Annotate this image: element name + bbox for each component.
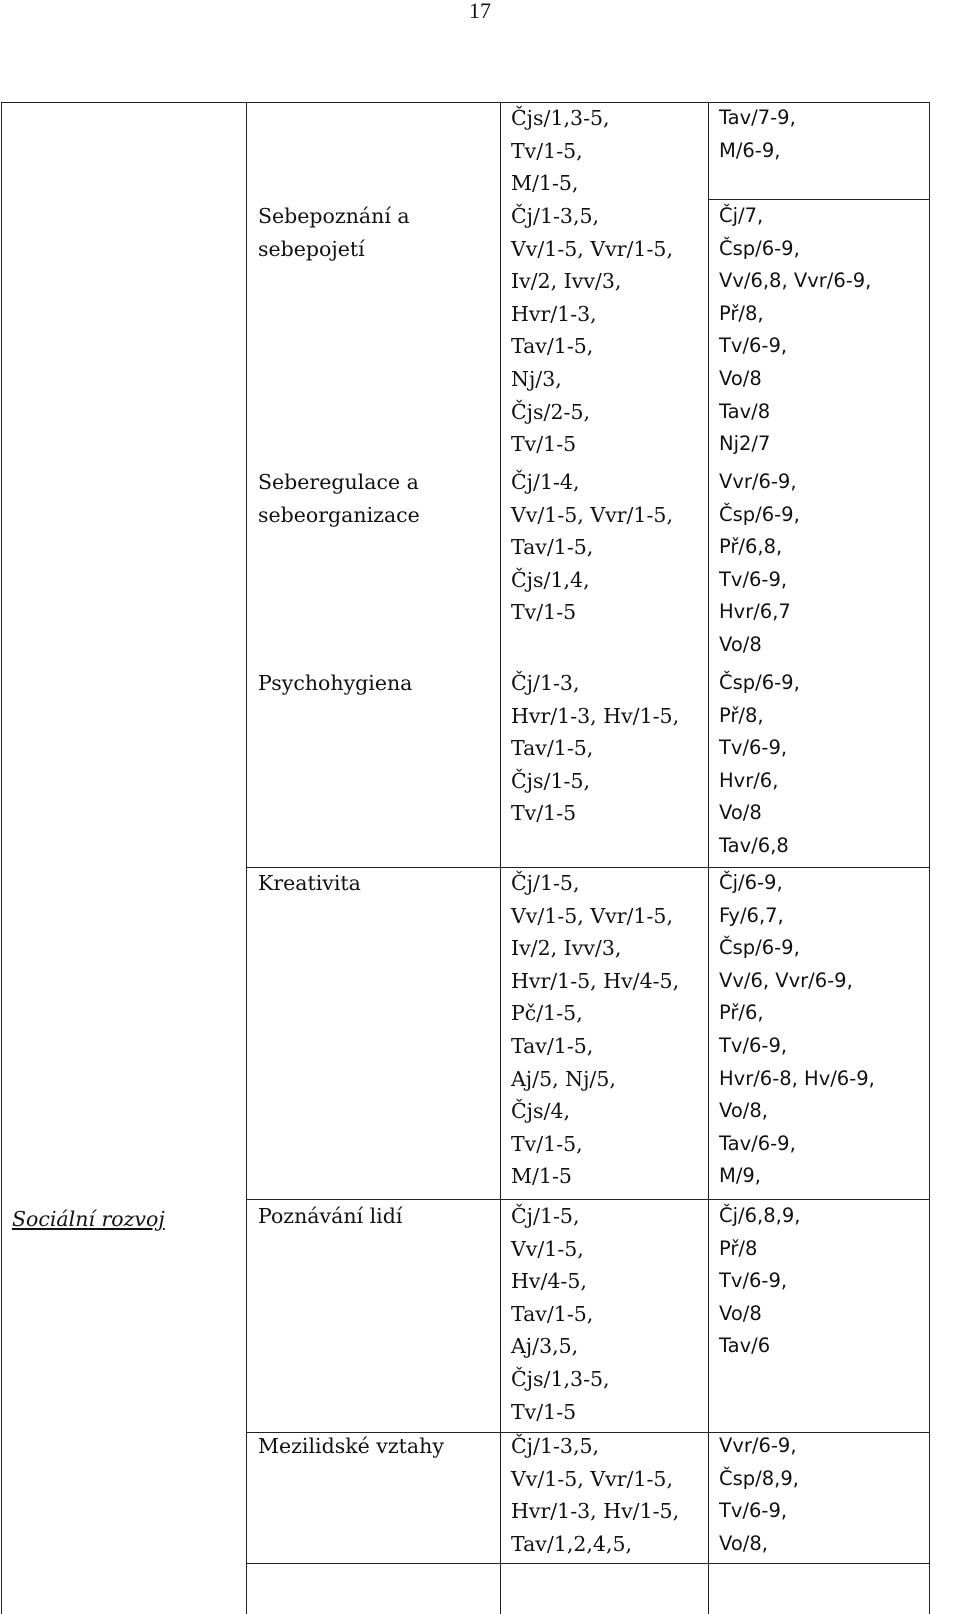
- cell-line: Čsp/6-9,: [719, 671, 800, 694]
- cell-line: Fy/6,7,: [719, 903, 784, 927]
- category-label: Sociální rozvoj: [12, 1207, 165, 1231]
- cell-line: Vo/8: [719, 1301, 762, 1325]
- grade-6-9-cell: [719, 200, 871, 461]
- cell-line: Tv/6-9,: [719, 567, 788, 591]
- cell-line: Iv/2, Ivv/3,: [511, 936, 622, 961]
- cell-line: Vo/8,: [719, 1531, 768, 1555]
- cell-line: Čj/1-3,5,: [511, 1434, 600, 1458]
- cell-line: Čsp/6-9,: [719, 236, 800, 260]
- cell-line: Vv/6,8, Vvr/6-9,: [719, 269, 872, 293]
- cell-line: Tv/1-5: [511, 432, 577, 457]
- cell-line: Čj/1-3,5,: [511, 204, 600, 228]
- topic-cell: [258, 1430, 444, 1463]
- cell-line: Čjs/1,3-5,: [511, 1366, 610, 1391]
- cell-line: M/6-9,: [719, 138, 781, 162]
- topic-cell: [258, 667, 412, 700]
- cell-line: Čsp/6-9,: [719, 502, 800, 526]
- cell-line: Hvr/1-3,: [511, 301, 597, 326]
- cell-line: Tv/1-5: [511, 801, 577, 826]
- cell-line: Hvr/6,7: [719, 600, 791, 624]
- cell-line: Vo/8,: [719, 1099, 768, 1123]
- table-border-bottom: [246, 1563, 930, 1564]
- cell-line: Poznávání lidí: [258, 1204, 403, 1228]
- cell-line: Tv/1-5,: [511, 1131, 583, 1156]
- cell-line: Tv/1-5: [511, 600, 577, 625]
- cell-line: Vv/1-5, Vvr/1-5,: [511, 502, 673, 527]
- cell-line: Tv/6-9,: [719, 334, 788, 358]
- cell-line: Sebepoznání a: [258, 204, 410, 228]
- grade-1-5-cell: [511, 102, 610, 200]
- cell-line: Tv/6-9,: [719, 1499, 788, 1523]
- grade-6-9-cell: [719, 1200, 800, 1363]
- cell-line: Tv/6-9,: [719, 1033, 788, 1057]
- topic-cell: [258, 1200, 402, 1233]
- cell-line: Čjs/1-5,: [511, 768, 590, 793]
- cell-line: Hvr/6-8, Hv/6-9,: [719, 1066, 875, 1090]
- table-divider-col2: [246, 102, 247, 1614]
- cell-line: Tav/8: [719, 399, 771, 423]
- cell-line: Seberegulace a: [258, 470, 419, 494]
- cell-line: Tav/7-9,: [719, 106, 796, 129]
- cell-line: Čsp/8,9,: [719, 1466, 799, 1490]
- grade-6-9-cell: [719, 1430, 799, 1560]
- cell-line: Pč/1-5,: [511, 1001, 583, 1026]
- cell-line: M/1-5,: [511, 171, 579, 196]
- cell-line: Tav/1-5,: [511, 535, 594, 560]
- cell-line: Tav/6: [719, 1334, 771, 1358]
- table-border-left: [1, 102, 2, 1614]
- grade-1-5-cell: [511, 466, 673, 629]
- cell-line: Tv/1-5: [511, 1399, 577, 1424]
- cell-line: M/1-5: [511, 1164, 572, 1189]
- cell-line: Tav/6,8: [719, 833, 789, 857]
- topic-cell: [258, 200, 410, 265]
- grade-6-9-cell: [719, 102, 796, 167]
- grade-1-5-cell: [511, 867, 679, 1193]
- grade-6-9-cell: [719, 667, 800, 863]
- cell-line: Čjs/4,: [511, 1099, 571, 1124]
- cell-line: Čj/7,: [719, 204, 764, 227]
- cell-line: Kreativita: [258, 871, 361, 895]
- cell-line: Př/6,: [719, 1001, 764, 1025]
- cell-line: Př/8,: [719, 301, 764, 325]
- cell-line: Čj/1-5,: [511, 871, 580, 895]
- cell-line: Tv/1-5,: [511, 138, 583, 163]
- cell-line: Hvr/1-5, Hv/4-5,: [511, 968, 680, 993]
- cell-line: Tav/1-5,: [511, 1301, 594, 1326]
- cell-line: Čj/1-4,: [511, 470, 580, 494]
- cell-line: Tav/1-5,: [511, 736, 594, 761]
- cell-line: Vvr/6-9,: [719, 1434, 797, 1457]
- cell-line: Mezilidské vztahy: [258, 1434, 444, 1458]
- cell-line: Čsp/6-9,: [719, 936, 800, 960]
- grade-1-5-cell: [511, 667, 679, 830]
- cell-line: Př/8,: [719, 703, 764, 727]
- cell-line: Aj/5, Nj/5,: [511, 1066, 616, 1091]
- table-border-right: [929, 102, 930, 1614]
- grade-6-9-cell: [719, 867, 875, 1193]
- cell-line: Čj/1-3,: [511, 671, 580, 695]
- cell-line: Čj/6-9,: [719, 871, 783, 894]
- cell-line: Tav/1-5,: [511, 1033, 594, 1058]
- cell-line: Iv/2, Ivv/3,: [511, 269, 622, 294]
- cell-line: Tav/1,2,4,5,: [511, 1531, 633, 1556]
- topic-cell: [258, 466, 420, 531]
- cell-line: Hv/4-5,: [511, 1269, 587, 1294]
- cell-line: Psychohygiena: [258, 671, 413, 695]
- cell-line: Vv/6, Vvr/6-9,: [719, 968, 853, 992]
- table-divider-col4: [708, 102, 709, 1614]
- cell-line: Aj/3,5,: [511, 1334, 579, 1359]
- cell-line: Vv/1-5, Vvr/1-5,: [511, 236, 673, 261]
- cell-line: Tv/6-9,: [719, 736, 788, 760]
- grade-6-9-cell: [719, 466, 800, 662]
- cell-line: Vv/1-5,: [511, 1236, 584, 1261]
- cell-line: Čjs/2-5,: [511, 399, 590, 424]
- grade-1-5-cell: [511, 1430, 679, 1560]
- cell-line: Vo/8: [719, 632, 762, 656]
- cell-line: Nj/3,: [511, 366, 562, 391]
- cell-line: Vv/1-5, Vvr/1-5,: [511, 903, 673, 928]
- cell-line: Vvr/6-9,: [719, 470, 797, 493]
- grade-1-5-cell: [511, 1200, 610, 1428]
- page-number: 17: [469, 0, 491, 23]
- cell-line: sebepojetí: [258, 236, 365, 261]
- cell-line: Čjs/1,3-5,: [511, 106, 610, 130]
- cell-line: Čj/6,8,9,: [719, 1204, 801, 1227]
- topic-cell: [258, 867, 361, 900]
- cell-line: Hvr/1-3, Hv/1-5,: [511, 703, 680, 728]
- cell-line: Čj/1-5,: [511, 1204, 580, 1228]
- table-divider-col3: [500, 102, 501, 1614]
- cell-line: Tav/1-5,: [511, 334, 594, 359]
- cell-line: M/9,: [719, 1164, 761, 1188]
- cell-line: Vo/8: [719, 366, 762, 390]
- cell-line: Nj2/7: [719, 432, 771, 456]
- cell-line: sebeorganizace: [258, 502, 420, 527]
- cell-line: Čjs/1,4,: [511, 567, 590, 592]
- cell-line: Př/8: [719, 1236, 758, 1260]
- cell-line: Vv/1-5, Vvr/1-5,: [511, 1466, 673, 1491]
- cell-line: Hvr/1-3, Hv/1-5,: [511, 1499, 680, 1524]
- cell-line: Tav/6-9,: [719, 1131, 796, 1155]
- cell-line: Tv/6-9,: [719, 1269, 788, 1293]
- cell-line: Vo/8: [719, 801, 762, 825]
- cell-line: Hvr/6,: [719, 768, 779, 792]
- cell-line: Př/6,8,: [719, 535, 783, 559]
- grade-1-5-cell: [511, 200, 673, 461]
